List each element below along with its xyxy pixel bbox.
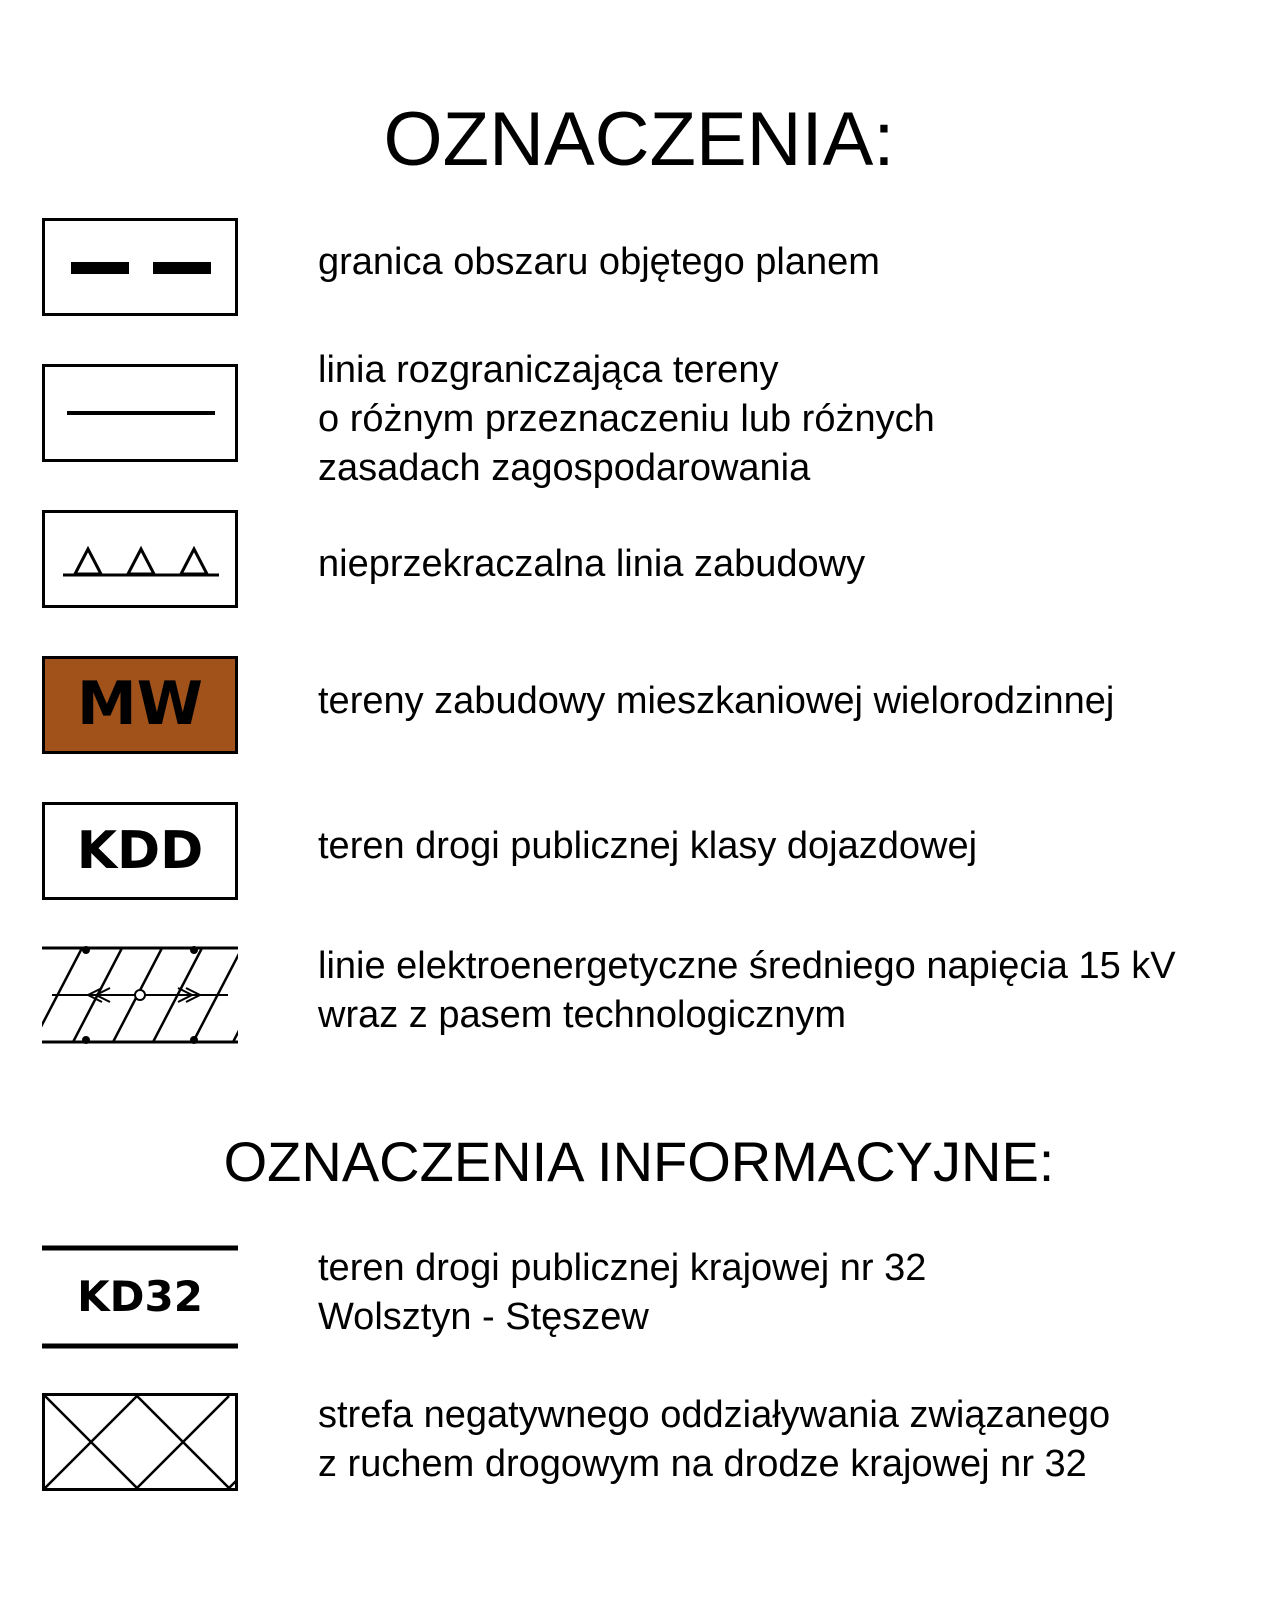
dashed-boundary-icon	[42, 218, 238, 316]
legend-desc-power-line: linie elektroenergetyczne średniego napięcia 15 kV wraz z pasem technologicznym	[318, 945, 1176, 1036]
solid-line-icon	[42, 364, 238, 462]
legend-desc-boundary: granica obszaru objętego planem	[318, 241, 880, 283]
building-line-icon	[42, 510, 238, 608]
kd32-road-icon	[42, 1245, 238, 1349]
kdd-code: KDD	[76, 821, 204, 881]
legend-desc-kd32: teren drogi publicznej krajowej nr 32 Wolsztyn - Stęszew	[318, 1247, 927, 1338]
kd32-code: KD32	[77, 1272, 203, 1321]
power-line-icon	[42, 946, 238, 1044]
info-legend-title: OZNACZENIA INFORMACYJNE:	[223, 1130, 1055, 1193]
mw-zone-icon	[42, 656, 238, 754]
legend-desc-building-line: nieprzekraczalna linia zabudowy	[318, 543, 866, 585]
legend-desc-mw: tereny zabudowy mieszkaniowej wielorodzinnej	[318, 680, 1115, 722]
legend-desc-crosshatch: strefa negatywnego oddziaływania związanego z ruchem drogowym na drodze krajowej nr 32	[318, 1394, 1111, 1485]
kdd-road-icon	[42, 802, 238, 900]
crosshatch-zone-icon	[42, 1393, 238, 1491]
mw-code: MW	[77, 669, 203, 739]
legend-desc-kdd: teren drogi publicznej klasy dojazdowej	[318, 825, 978, 867]
legend-desc-dividing-line: linia rozgraniczająca tereny o różnym przeznaczeniu lub różnych zasadach zagospodarowania	[318, 349, 935, 489]
legend-title: OZNACZENIA:	[383, 97, 895, 182]
